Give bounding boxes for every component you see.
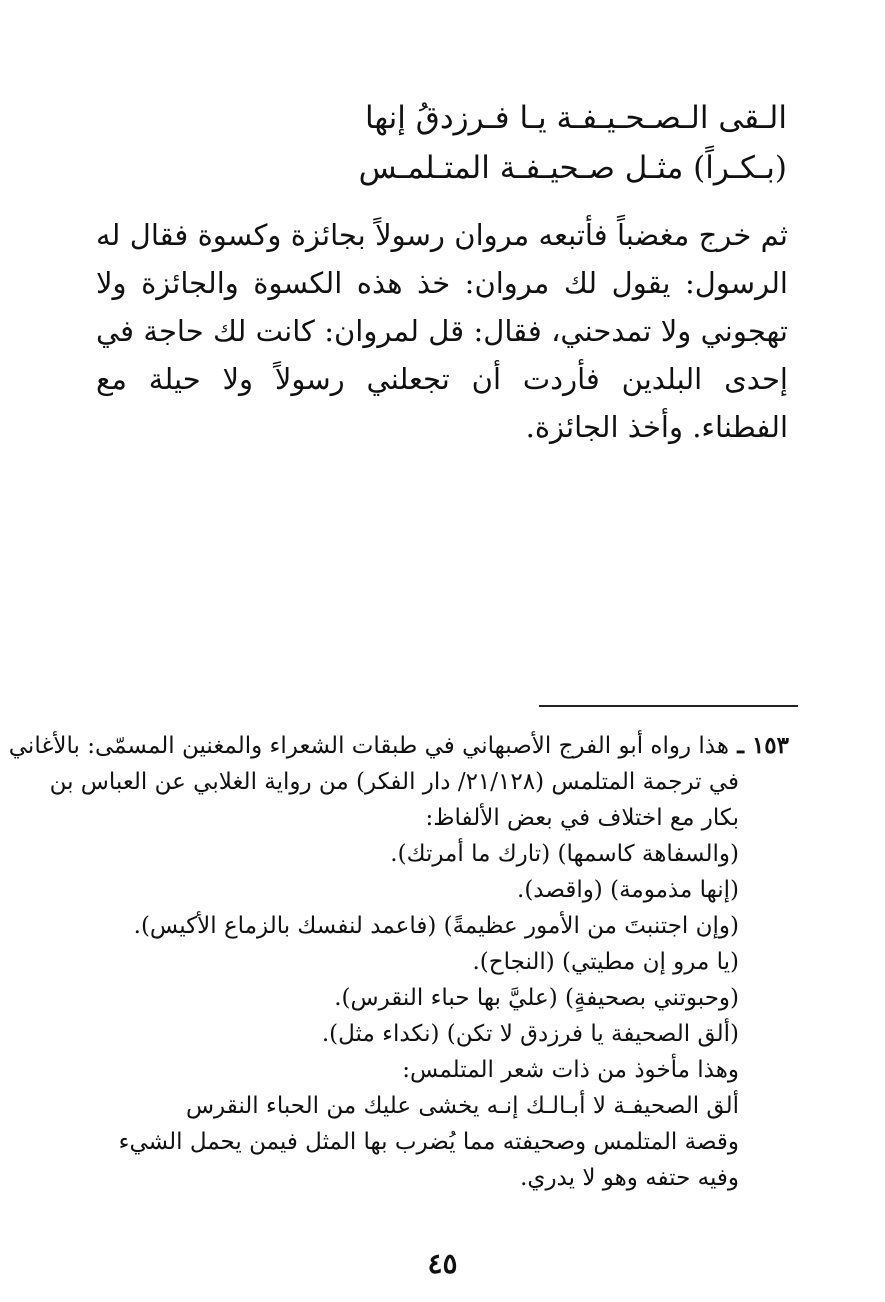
footnote [8, 728, 789, 1196]
footnote-number: ١٥٣ ـ [737, 732, 789, 759]
footnote-first-line [8, 728, 789, 764]
footnote-line: (ألق الصحيفة يا فرزدق لا تكن) (نكداء مثل). [321, 1021, 739, 1047]
footnote-divider [539, 705, 798, 707]
footnote-line: (يا مرو إن مطيتي) (النجاح). [472, 949, 739, 975]
page-number: ٤٥ [427, 1247, 458, 1280]
verse-line-1: الـقى الـصـحـيـفـة يـا فـرزدقُ إنها [364, 100, 787, 136]
footnote-line: وهذا مأخوذ من ذات شعر المتلمس: [402, 1057, 739, 1083]
footnote-line: (وإن اجتنبتَ من الأمور عظيمةً) (فاعمد لنفسك بالزماع الأكيس). [133, 913, 739, 939]
footnote-line: (والسفاهة كاسمها) (تارك ما أمرتك). [390, 841, 739, 867]
footnote-line: بكار مع اختلاف في بعض الألفاظ: [425, 805, 739, 831]
footnote-line: (إنها مذمومة) (واقصد). [517, 877, 739, 903]
footnote-line: (وحبوتني بصحيفةٍ) (عليَّ بها حباء النقرس). [334, 985, 739, 1011]
footnote-line: في ترجمة المتلمس (٢١/١٢٨/ دار الفكر) من رواية الغلابي عن العباس بن [49, 769, 739, 795]
verse-line-2: (بـكـراً) مثـل صـحيـفـة المتـلمـس [358, 150, 787, 186]
main-paragraph: ثم خرج مغضباً فأتبعه مروان رسولاً بجائزة وكسوة فقال له الرسول: يقول لك مروان: خذ هذه الكسوة والجائزة ولا تهجوني ولا تمدحني، فقال: قل لمروان: كانت لك حاجة في إحدى البلدين فأردت أن تجعلني رسولاً ولا حيلة مع الفطناء. وأخذ الجائزة. [96, 218, 788, 444]
footnote-line: هذا رواه أبو الفرج الأصبهاني في طبقات الشعراء والمغنين المسمّى: بالأغاني [8, 733, 729, 759]
footnote-poem-verse: ألق الصحيفـة لا أبـالـك إنـه يخشى عليك من الحباء النقرس [185, 1093, 739, 1119]
footnote-closing: وقصة المتلمس وصحيفته مما يُضرب بها المثل فيمن يحمل الشيء وفيه حتفه وهو لا يدري. [118, 1129, 739, 1191]
